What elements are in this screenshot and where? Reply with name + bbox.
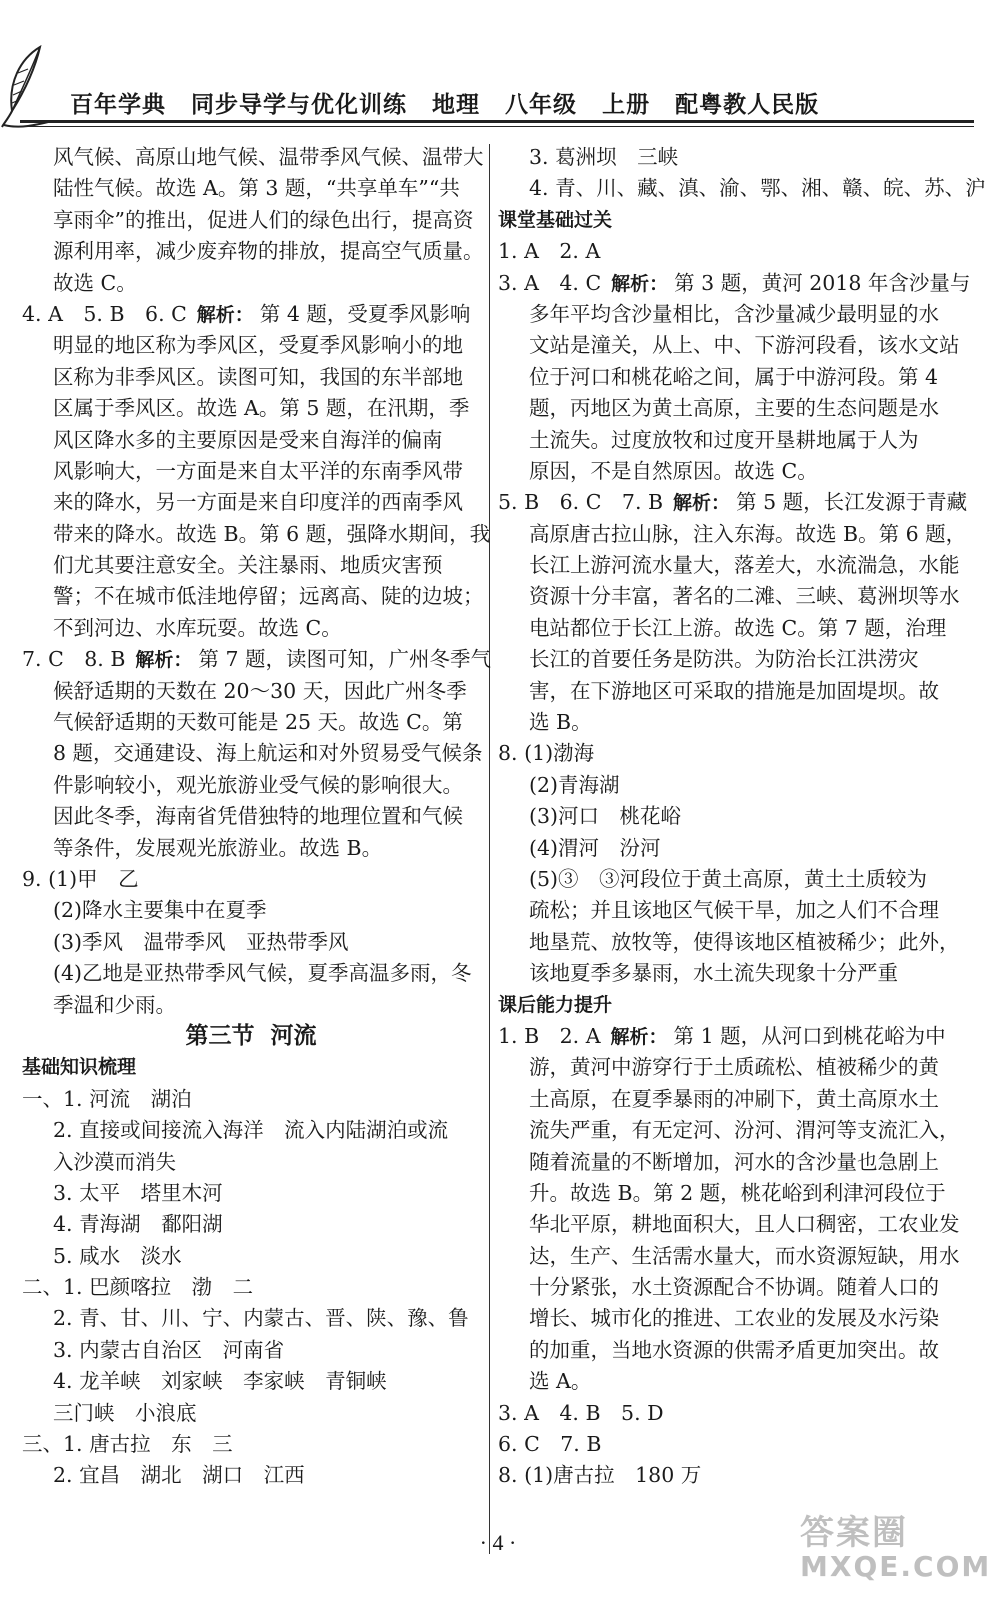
section-title <box>22 1021 480 1052</box>
answer-line <box>498 1021 976 1052</box>
text-line: 华北平原，耕地面积大，且人口稠密，工农业发 <box>529 1212 960 1237</box>
text-line: 入沙漠而消失 <box>53 1149 176 1174</box>
volume-name: 上册 <box>602 91 651 118</box>
text-line: 长江上游河流水量大，落差大，水流湍急，水能 <box>529 553 960 578</box>
text-line: 8 题，交通建设、海上航运和对外贸易受气候条 <box>53 741 483 766</box>
text-line: 区属于季风区。故选 A。第 5 题，在汛期，季 <box>53 396 470 421</box>
text-line: 疏松；并且该地区气候干旱，加之人们不合理 <box>529 898 939 923</box>
analysis-text: 第 7 题，读图可知，广州冬季气 <box>198 647 491 672</box>
text-line: 2. 青、甘、川、宁、内蒙古、晋、陕、豫、鲁 <box>53 1306 469 1331</box>
text-line: 风区降水多的主要原因是受来自海洋的偏南 <box>53 427 443 452</box>
text-line: 题，丙地区为黄土高原，主要的生态问题是水 <box>529 396 939 421</box>
answer-line <box>498 487 976 518</box>
text-line: 不到河边、水库玩耍。故选 C。 <box>53 615 342 640</box>
text-line: 多年平均含沙量相比，含沙量减少最明显的水 <box>529 301 939 326</box>
text-line: 明显的地区称为季风区，受夏季风影响小的地 <box>53 333 463 358</box>
column-divider <box>489 144 490 1554</box>
text-line: 原因，不是自然原因。故选 C。 <box>529 458 818 483</box>
section-name: 河流 <box>270 1022 317 1049</box>
watermark-logo <box>800 1505 992 1595</box>
answer-line <box>498 268 976 299</box>
text-line: 害，在下游地区可采取的措施是加固堤坝。故 <box>529 678 939 703</box>
text-line: 位于河口和桃花峪之间，属于中游河段。第 4 <box>529 364 939 389</box>
analysis-label: 解析： <box>196 303 254 326</box>
text-line: 陆性气候。故选 A。第 3 题，“共享单车”“共 <box>53 176 460 201</box>
grade-name: 八年级 <box>505 91 578 118</box>
text-line: 等条件，发展观光旅游业。故选 B。 <box>53 835 383 860</box>
text-line: 5. 咸水 淡水 <box>53 1243 182 1268</box>
feather-quill-icon <box>0 45 56 129</box>
text-line: 三门峡 小浪底 <box>53 1400 197 1425</box>
text-line: 来的降水，另一方面是来自印度洋的西南季风 <box>53 490 463 515</box>
text-line: 土高原，在夏季暴雨的冲刷下，黄土高原水土 <box>529 1086 939 1111</box>
analysis-text: 第 5 题，长江发源于青藏 <box>736 490 968 515</box>
analysis-label: 解析： <box>610 1025 668 1048</box>
header-rule-thick <box>20 120 974 123</box>
page-number: · 4 · <box>479 1530 517 1555</box>
text-line: (3)季风 温带季风 亚热带季风 <box>53 929 349 954</box>
text-line: 季温和少雨。 <box>53 992 176 1017</box>
brand-name: 百年学典 <box>70 91 166 118</box>
text-line: 2. 宜昌 湖北 湖口 江西 <box>53 1463 305 1488</box>
section-number: 第三节 <box>185 1022 255 1049</box>
analysis-text: 第 4 题，受夏季风影响 <box>259 301 471 326</box>
text-line: 风影响大，一方面是来自太平洋的东南季风带 <box>53 458 463 483</box>
text-line: 高原唐古拉山脉，注入东海。故选 B。第 6 题， <box>529 521 967 546</box>
text-line: 随着流量的不断增加，河水的含沙量也急剧上 <box>529 1149 939 1174</box>
text-line: 长江的首要任务是防洪。为防治长江洪涝灾 <box>529 647 919 672</box>
answer-line: 三、1. 唐古拉 东 三 <box>22 1432 233 1457</box>
header-title <box>70 86 835 119</box>
subsection-heading: 基础知识梳理 <box>22 1056 137 1079</box>
text-line: 3. 太平 塔里木河 <box>53 1180 223 1205</box>
answer-keys: 3. A 4. C <box>498 270 602 295</box>
text-line: 十分紧张，水土资源配合不协调。随着人口的 <box>529 1275 939 1300</box>
text-line: (3)河口 桃花峪 <box>529 804 682 829</box>
answer-keys: 1. B 2. A <box>498 1023 601 1048</box>
text-line: (4)渭河 汾河 <box>529 835 661 860</box>
header-rule-thin <box>20 126 974 127</box>
text-line: 警；不在城市低洼地停留；远离高、陡的边坡； <box>53 584 484 609</box>
text-line: 2. 直接或间接流入海洋 流入内陆湖泊或流 <box>53 1118 449 1143</box>
text-line: 件影响较小，观光旅游业受气候的影响很大。 <box>53 772 463 797</box>
answer-line: 一、1. 河流 湖泊 <box>22 1086 192 1111</box>
text-line: (2)降水主要集中在夏季 <box>53 898 267 923</box>
analysis-label: 解析： <box>673 492 731 515</box>
answer-line <box>22 299 480 330</box>
answer-keys: 7. C 8. B <box>22 647 126 672</box>
answer-line: 6. C 7. B <box>498 1432 602 1457</box>
text-line: 增长、城市化的推进、工农业的发展及水污染 <box>529 1306 939 1331</box>
text-line: 升。故选 B。第 2 题，桃花峪到利津河段位于 <box>529 1180 946 1205</box>
subsection-heading: 课堂基础过关 <box>498 208 613 231</box>
text-line: 土流失。过度放牧和过度开垦耕地属于人为 <box>529 427 919 452</box>
text-line: 故选 C。 <box>53 270 137 295</box>
subsection-heading: 课后能力提升 <box>498 993 613 1016</box>
answer-line: 3. A 4. B 5. D <box>498 1400 664 1425</box>
analysis-label: 解析： <box>611 272 669 295</box>
answer-line <box>22 644 491 675</box>
right-column <box>498 142 986 1492</box>
text-line: 选 A。 <box>529 1369 592 1394</box>
text-line: 们尤其要注意安全。关注暴雨、地质灾害预 <box>53 553 443 578</box>
text-line: 风气候、高原山地气候、温带季风气候、温带大 <box>53 145 484 169</box>
text-line: 区称为非季风区。读图可知，我国的东半部地 <box>53 364 463 389</box>
text-line: 文站是潼关，从上、中、下游河段看，该水文站 <box>529 333 960 358</box>
answer-line: 9. (1)甲 乙 <box>22 866 139 891</box>
text-line: 因此冬季，海南省凭借独特的地理位置和气候 <box>53 804 463 829</box>
text-line: (2)青海湖 <box>529 772 620 797</box>
watermark-bottom-text: MXQE.COM <box>800 1550 992 1583</box>
subject-name: 地理 <box>432 91 481 118</box>
analysis-text: 第 3 题，黄河 2018 年含沙量与 <box>674 270 971 295</box>
text-line: 享雨伞”的推出，促进人们的绿色出行，提高资 <box>53 207 474 232</box>
text-line: 候舒适期的天数在 20～30 天，因此广州冬季 <box>53 678 467 703</box>
text-line: 该地夏季多暴雨，水土流失现象十分严重 <box>529 961 898 986</box>
answer-line: 1. A 2. A <box>498 239 601 264</box>
text-line: 选 B。 <box>529 710 592 735</box>
text-line: 资源十分丰富，著名的二滩、三峡、葛洲坝等水 <box>529 584 960 609</box>
text-line: 游，黄河中游穿行于土质疏松、植被稀少的黄 <box>529 1055 939 1080</box>
text-line: 4. 龙羊峡 刘家峡 李家峡 青铜峡 <box>53 1369 387 1394</box>
text-line: 4. 青、川、藏、滇、渝、鄂、湘、赣、皖、苏、沪 <box>529 176 986 201</box>
text-line: (4)乙地是亚热带季风气候，夏季高温多雨，冬 <box>53 961 472 986</box>
edition-name: 配粤教人民版 <box>675 91 820 118</box>
page-header <box>0 0 996 130</box>
answer-line: 8. (1)渤海 <box>498 741 595 766</box>
text-line: 3. 葛洲坝 三峡 <box>529 145 679 169</box>
answer-line: 8. (1)唐古拉 180 万 <box>498 1463 702 1488</box>
text-line: (5)③ ③河段位于黄土高原，黄土土质较为 <box>529 866 928 891</box>
watermark-top-text: 答案圈 <box>800 1513 908 1553</box>
left-column <box>22 142 491 1492</box>
text-line: 4. 青海湖 鄱阳湖 <box>53 1212 223 1237</box>
answer-line: 二、1. 巴颜喀拉 渤 二 <box>22 1275 254 1300</box>
text-line: 电站都位于长江上游。故选 C。第 7 题，治理 <box>529 615 947 640</box>
text-line: 达，生产、生活需水量大，而水资源短缺，用水 <box>529 1243 960 1268</box>
text-line: 气候舒适期的天数可能是 25 天。故选 C。第 <box>53 710 463 735</box>
text-line: 3. 内蒙古自治区 河南省 <box>53 1337 285 1362</box>
analysis-text: 第 1 题，从河口到桃花峪为中 <box>673 1023 946 1048</box>
text-line: 的加重，当地水资源的供需矛盾更加突出。故 <box>529 1337 939 1362</box>
analysis-label: 解析： <box>135 649 193 672</box>
answer-keys: 4. A 5. B 6. C <box>22 301 187 326</box>
text-line: 源利用率，减少废弃物的排放，提高空气质量。 <box>53 239 484 264</box>
text-line: 地垦荒、放牧等，使得该地区植被稀少；此外， <box>529 929 960 954</box>
text-line: 流失严重，有无定河、汾河、渭河等支流汇入， <box>529 1118 960 1143</box>
series-name: 同步导学与优化训练 <box>191 91 408 118</box>
answer-keys: 5. B 6. C 7. B <box>498 490 664 515</box>
text-line: 带来的降水。故选 B。第 6 题，强降水期间，我 <box>53 521 491 546</box>
